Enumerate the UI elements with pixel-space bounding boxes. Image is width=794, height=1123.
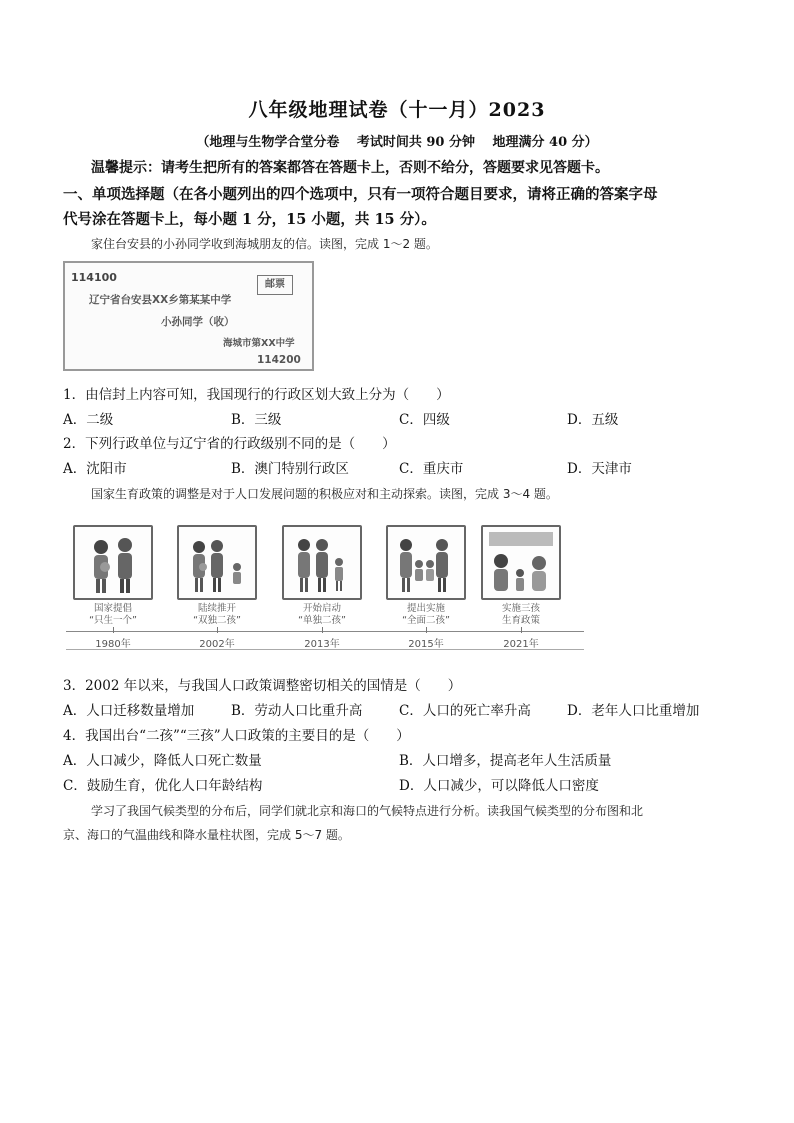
- question-1-stem: 1．由信封上内容可知，我国现行的行政区划大致上分为（ ）: [63, 387, 450, 403]
- family-illustration-icon: [179, 527, 255, 598]
- question-3-option-a: A．人口迁移数量增加: [63, 703, 195, 719]
- section-heading-line2: 代号涂在答题卡上，每小题 1 分，15 小题，共 15 分）。: [63, 211, 436, 228]
- question-2-stem: 2．下列行政单位与辽宁省的行政级别不同的是（ ）: [63, 436, 396, 452]
- question-1-option-d: D．五级: [567, 412, 619, 428]
- timeline-axis: [66, 631, 584, 632]
- timeline-image-1980: [73, 525, 153, 600]
- policy-banner-illustration-icon: [483, 527, 559, 598]
- question-4-option-c: C．鼓励生育，优化人口年龄结构: [63, 778, 263, 794]
- intro-q5-7-line2: 京、海口的气温曲线和降水量柱状图，完成 5～7 题。: [63, 828, 350, 842]
- family-illustration-icon: [388, 527, 464, 598]
- envelope-postcode-from: 114200: [257, 354, 301, 366]
- timeline-image-2021: [481, 525, 561, 600]
- family-illustration-icon: [284, 527, 360, 598]
- question-1-option-a: A．二级: [63, 412, 114, 428]
- timeline-policy-1980: 国家提倡 “只生一个”: [89, 603, 137, 626]
- question-3-option-d: D．老年人口比重增加: [567, 703, 700, 719]
- timeline-policy-2015: 提出实施 “全面二孩”: [402, 603, 450, 626]
- question-3-option-c: C．人口的死亡率升高: [399, 703, 531, 719]
- question-4-option-a: A．人口减少，降低人口死亡数量: [63, 753, 262, 769]
- intro-q3-4: 国家生育政策的调整是对于人口发展问题的积极应对和主动探索。读图，完成 3～4 题。: [91, 487, 558, 501]
- question-4-option-d: D．人口减少，可以降低人口密度: [399, 778, 599, 794]
- question-1-option-b: B．三级: [231, 412, 282, 428]
- timeline-year-2021: 2021年: [503, 639, 539, 650]
- timeline-year-2015: 2015年: [408, 639, 444, 650]
- population-policy-timeline: [66, 515, 584, 665]
- timeline-policy-2013: 开始启动 “单独二孩”: [298, 603, 346, 626]
- question-3-stem: 3．2002 年以来，与我国人口政策调整密切相关的国情是（ ）: [63, 678, 462, 694]
- envelope-recipient: 小孙同学（收）: [161, 316, 235, 328]
- exam-subtitle: （地理与生物学合堂分卷 考试时间共 90 分钟 地理满分 40 分）: [196, 135, 598, 150]
- envelope-address: 辽宁省台安县XX乡第某某中学: [89, 294, 232, 306]
- family-illustration-icon: [75, 527, 151, 598]
- question-2-option-a: A．沈阳市: [63, 461, 127, 477]
- timeline-image-2002: [177, 525, 257, 600]
- intro-q1-2: 家住台安县的小孙同学收到海城朋友的信。读图，完成 1～2 题。: [91, 237, 438, 251]
- timeline-year-1980: 1980年: [95, 639, 131, 650]
- timeline-year-2013: 2013年: [304, 639, 340, 650]
- timeline-image-2013: [282, 525, 362, 600]
- question-2-option-c: C．重庆市: [399, 461, 464, 477]
- intro-q5-7-line1: 学习了我国气候类型的分布后，同学们就北京和海口的气候特点进行分析。读我国气候类型的分布图和北: [91, 804, 644, 818]
- question-2-option-d: D．天津市: [567, 461, 632, 477]
- timeline-image-2015: [386, 525, 466, 600]
- notice-text: 温馨提示：请考生把所有的答案都答在答题卡上，否则不给分，答题要求见答题卡。: [91, 160, 609, 176]
- question-3-option-b: B．劳动人口比重升高: [231, 703, 363, 719]
- envelope-stamp: 邮票: [257, 275, 293, 295]
- question-4-option-b: B．人口增多，提高老年人生活质量: [399, 753, 612, 769]
- question-4-stem: 4．我国出台“二孩”“三孩”人口政策的主要目的是（ ）: [63, 728, 410, 744]
- timeline-policy-2021: 实施三孩 生育政策: [501, 603, 540, 626]
- envelope-figure: [63, 261, 314, 371]
- timeline-policy-2002: 陆续推开 “双独二孩”: [193, 603, 241, 626]
- section-heading-line1: 一、单项选择题（在各小题列出的四个选项中，只有一项符合题目要求，请将正确的答案字母: [63, 186, 658, 203]
- exam-title: 八年级地理试卷（十一月）2023: [248, 99, 546, 121]
- question-2-option-b: B．澳门特别行政区: [231, 461, 349, 477]
- timeline-year-2002: 2002年: [199, 639, 235, 650]
- question-1-option-c: C．四级: [399, 412, 450, 428]
- envelope-postcode-to: 114100: [71, 271, 117, 284]
- envelope-sender: 海城市第XX中学: [223, 338, 295, 349]
